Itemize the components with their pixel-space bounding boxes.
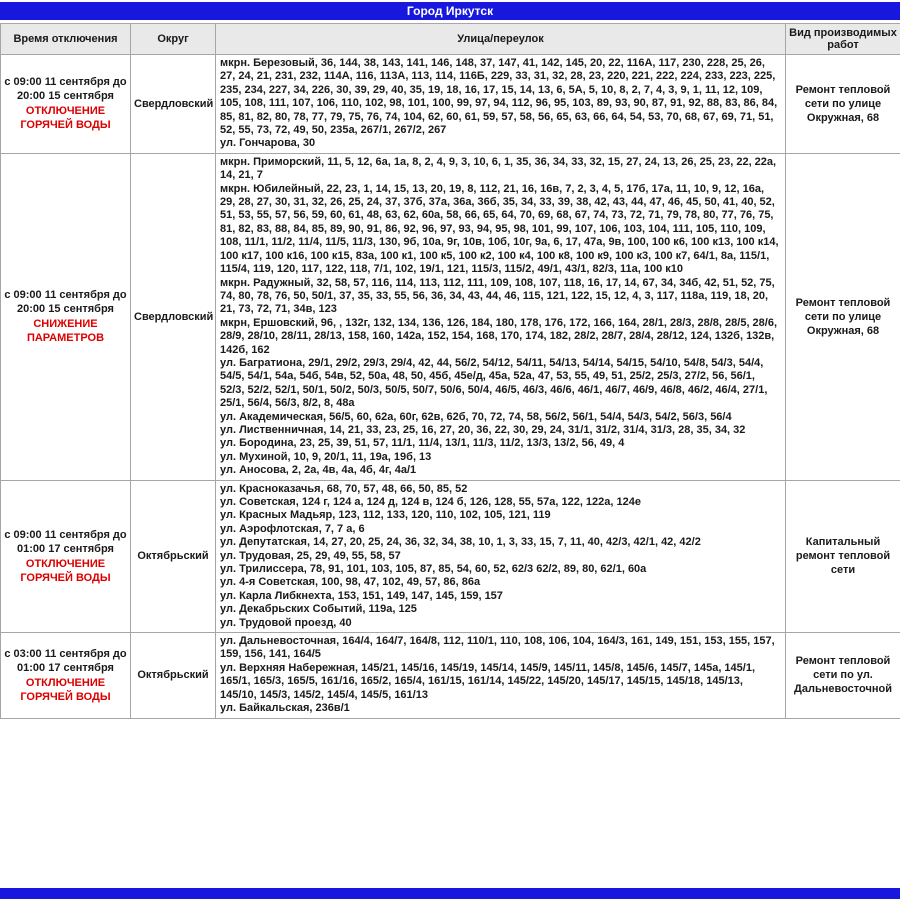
time-cell (1, 55, 131, 154)
district-cell: Свердловский (131, 55, 216, 154)
street-line: мкрн. Приморский, 11, 5, 12, 6а, 1а, 8, 2, 4, 9, 3, 10, 6, 1, 35, 36, 34, 33, 32, 15, 27, 24, 13, 26, 25, 23, 22, 22а, 14, 21, 7 (220, 156, 781, 183)
title-bar (0, 2, 900, 20)
outage-schedule-table (0, 23, 900, 719)
outage-alert: СНИЖЕНИЕ ПАРАМЕТРОВ (4, 317, 127, 345)
streets-cell (216, 153, 786, 480)
street-line: мкрн, Ершовский, 96, , 132г, 132, 134, 136, 126, 184, 180, 178, 176, 172, 166, 164, 28/1, 28/3, 28/8, 28/5, 28/6, 28/9, 28/10, 28/11, 28/13, 158, 160, 142а, 152, 154, 168, 170, 174, 182, 28/2, 28/7, 28/4, 28/12, 124, 132б, 132в, 142б, 162 (220, 317, 781, 357)
time-range: с 09:00 11 сентября до 01:00 17 сентября (4, 528, 127, 556)
outage-alert: ОТКЛЮЧЕНИЕ ГОРЯЧЕЙ ВОДЫ (4, 104, 127, 132)
street-line: мкрн. Радужный, 32, 58, 57, 116, 114, 113, 112, 111, 109, 108, 107, 118, 16, 17, 14, 67, 34, 34б, 42, 51, 52, 75, 74, 80, 78, 76, 50, 50/1, 37, 35, 33, 55, 56, 36, 34, 43, 44, 46, 115, 121, 122, 15, 12, 4, 3, 117, 118а, 119, 18, 20, 21, 73, 72, 71, 34в, 123 (220, 277, 781, 317)
header-row (1, 24, 900, 55)
schedule-table-body (1, 55, 900, 719)
schedule-row (1, 55, 900, 154)
time-cell (1, 480, 131, 632)
street-line: мкрн. Юбилейный, 22, 23, 1, 14, 15, 13, 20, 19, 8, 112, 21, 16, 16в, 7, 2, 3, 4, 5, 17б, 17а, 11, 10, 9, 12, 16а, 29, 28, 27, 30, 31, 32, 26, 25, 24, 37, 37б, 37а, 36а, 36б, 35, 34, 33, 39, 38, 42, 43, 44, 47, 46, 45, 50, 41, 40, 52, 51, 53, 55, 57, 56, 59, 60, 61, 48, 63, 62, 60а, 58, 66, 65, 64, 70, 69, 68, 67, 74, 73, 72, 71, 79, 78, 80, 77, 76, 75, 81, 82, 83, 88, 84, 85, 89, 90, 91, 86, 92, 96, 97, 93, 94, 95, 98, 101, 99, 107, 106, 103, 104, 111, 105, 110, 109, 108, 11/1, 11/2, 11/4, 11/5, 11/3, 130, 9б, 10а, 9г, 10в, 10б, 10г, 9а, 6, 17, 47а, 9в, 100, 100 к6, 100 к13, 100 к14, 100 к17, 100 к16, 100 к15, 83а, 100 к1, 100 к5, 100 к2, 100 к4, 100 к8, 100 к9, 100 к3, 100 к7, 64/1, 8а, 115/1, 115/4, 119, 120, 117, 122, 118, 7/1, 102, 19/1, 121, 115/3, 115/2, 49/1, 43/1, 82/3, 11а, 100 к10 (220, 183, 781, 277)
street-line: ул. Лиственничная, 14, 21, 33, 23, 25, 16, 27, 20, 36, 22, 30, 29, 24, 31/1, 31/2, 31/4, 31/3, 28, 35, 34, 32 (220, 424, 781, 437)
streets-cell (216, 480, 786, 632)
street-line: ул. Аносова, 2, 2а, 4в, 4а, 4б, 4г, 4а/1 (220, 464, 781, 477)
street-line: ул. Академическая, 56/5, 60, 62а, 60г, 62в, 62б, 70, 72, 74, 58, 56/2, 56/1, 54/4, 54/3, 54/2, 56/3, 56/4 (220, 411, 781, 424)
time-range: с 09:00 11 сентября до 20:00 15 сентября (4, 75, 127, 103)
work-cell: Ремонт тепловой сети по улице Окружная, 68 (786, 153, 900, 480)
street-line: ул. 4-я Советская, 100, 98, 47, 102, 49, 57, 86, 86а (220, 576, 781, 589)
street-line: ул. Дальневосточная, 164/4, 164/7, 164/8, 112, 110/1, 110, 108, 106, 104, 164/3, 161, 149, 151, 153, 155, 157, 159, 156, 141, 164/5 (220, 635, 781, 662)
street-line: ул. Советская, 124 г, 124 а, 124 д, 124 в, 124 б, 126, 128, 55, 57а, 122, 122а, 124е (220, 496, 781, 509)
column-header-district: Округ (131, 24, 216, 55)
street-line: ул. Трилиссера, 78, 91, 101, 103, 105, 87, 85, 54, 60, 52, 62/3 62/2, 89, 80, 62/1, 60а (220, 563, 781, 576)
streets-cell (216, 55, 786, 154)
street-line: ул. Трудовой проезд, 40 (220, 617, 781, 630)
street-line: ул. Мухиной, 10, 9, 20/1, 11, 19а, 19б, 13 (220, 451, 781, 464)
page-title: Город Иркутск (407, 4, 493, 18)
street-line: ул. Аэрофлотская, 7, 7 а, 6 (220, 523, 781, 536)
schedule-row (1, 633, 900, 718)
time-cell (1, 153, 131, 480)
street-line: ул. Верхняя Набережная, 145/21, 145/16, 145/19, 145/14, 145/9, 145/11, 145/8, 145/6, 145/7, 145а, 145/1, 165/1, 165/3, 165/5, 161/16, 165/2, 165/4, 161/15, 161/14, 145/22, 145/20, 145/17, 145/15, 145/18, 145/13, 145/10, 145/3, 145/2, 145/4, 145/5, 161/13 (220, 662, 781, 702)
street-line: ул. Трудовая, 25, 29, 49, 55, 58, 57 (220, 550, 781, 563)
time-range: с 09:00 11 сентября до 20:00 15 сентября (4, 288, 127, 316)
street-line: ул. Багратиона, 29/1, 29/2, 29/3, 29/4, 42, 44, 56/2, 54/12, 54/11, 54/13, 54/14, 54/15, 54/10, 54/8, 54/3, 54/4, 54/5, 54/1, 54а, 54б, 54в, 52, 50а, 48, 50, 45б, 45е/д, 45а, 52а, 47, 53, 55, 49, 51, 25/2, 25/3, 27/2, 56, 56/1, 52/3, 52/2, 52/1, 50/1, 50/2, 50/3, 50/5, 50/7, 50/6, 50/4, 46/5, 46/3, 46/6, 46/1, 46/7, 46/9, 46/8, 46/2, 46/4, 27/1, 25/1, 56/4, 56/3, 8/2, 8, 48а (220, 357, 781, 411)
street-line: ул. Красноказачья, 68, 70, 57, 48, 66, 50, 85, 52 (220, 483, 781, 496)
schedule-row (1, 480, 900, 632)
schedule-row (1, 153, 900, 480)
work-cell: Ремонт тепловой сети по улице Окружная, 68 (786, 55, 900, 154)
time-range: с 03:00 11 сентября до 01:00 17 сентября (4, 647, 127, 675)
streets-cell (216, 633, 786, 718)
work-cell: Капитальный ремонт тепловой сети (786, 480, 900, 632)
street-line: ул. Красных Мадьяр, 123, 112, 133, 120, 110, 102, 105, 121, 119 (220, 509, 781, 522)
street-line: ул. Декабрьских Событий, 119а, 125 (220, 603, 781, 616)
work-cell: Ремонт тепловой сети по ул. Дальневосточной (786, 633, 900, 718)
district-cell: Свердловский (131, 153, 216, 480)
district-cell: Октябрьский (131, 633, 216, 718)
street-line: ул. Карла Либкнехта, 153, 151, 149, 147, 145, 159, 157 (220, 590, 781, 603)
outage-alert: ОТКЛЮЧЕНИЕ ГОРЯЧЕЙ ВОДЫ (4, 676, 127, 704)
street-line: ул. Депутатская, 14, 27, 20, 25, 24, 36, 32, 34, 38, 10, 1, 3, 33, 15, 7, 11, 40, 42/3, 42/1, 42, 42/2 (220, 536, 781, 549)
outage-alert: ОТКЛЮЧЕНИЕ ГОРЯЧЕЙ ВОДЫ (4, 557, 127, 585)
street-line: ул. Гончарова, 30 (220, 137, 781, 150)
street-line: ул. Бородина, 23, 25, 39, 51, 57, 11/1, 11/4, 13/1, 11/3, 11/2, 13/3, 13/2, 56, 49, 4 (220, 437, 781, 450)
table-header (1, 24, 900, 55)
column-header-streets: Улица/переулок (216, 24, 786, 55)
street-line: мкрн. Березовый, 36, 144, 38, 143, 141, 146, 148, 37, 147, 41, 142, 145, 20, 22, 116А, 117, 230, 228, 25, 26, 27, 24, 21, 231, 232, 114А, 116, 113А, 113, 114, 116Б, 229, 33, 31, 32, 28, 23, 220, 221, 222, 224, 233, 223, 225, 235, 234, 227, 34, 226, 30, 39, 29, 40, 35, 19, 18, 16, 17, 15, 14, 13, 6, 5А, 5, 10, 8, 2, 7, 4, 3, 9, 1, 11, 12, 109, 105, 108, 111, 107, 106, 110, 102, 98, 101, 100, 99, 97, 94, 112, 96, 95, 103, 89, 93, 90, 87, 91, 92, 88, 83, 86, 84, 85, 81, 82, 80, 78, 77, 79, 75, 76, 74, 104, 62, 60, 61, 59, 57, 58, 56, 65, 63, 66, 64, 54, 53, 70, 68, 67, 69, 71, 51, 52, 55, 73, 72, 49, 50, 235а, 267/1, 267/2, 267 (220, 57, 781, 137)
time-cell (1, 633, 131, 718)
street-line: ул. Байкальская, 236в/1 (220, 702, 781, 715)
column-header-work: Вид производимых работ (786, 24, 900, 55)
district-cell: Октябрьский (131, 480, 216, 632)
column-header-time: Время отключения (1, 24, 131, 55)
bottom-bar (0, 888, 900, 899)
